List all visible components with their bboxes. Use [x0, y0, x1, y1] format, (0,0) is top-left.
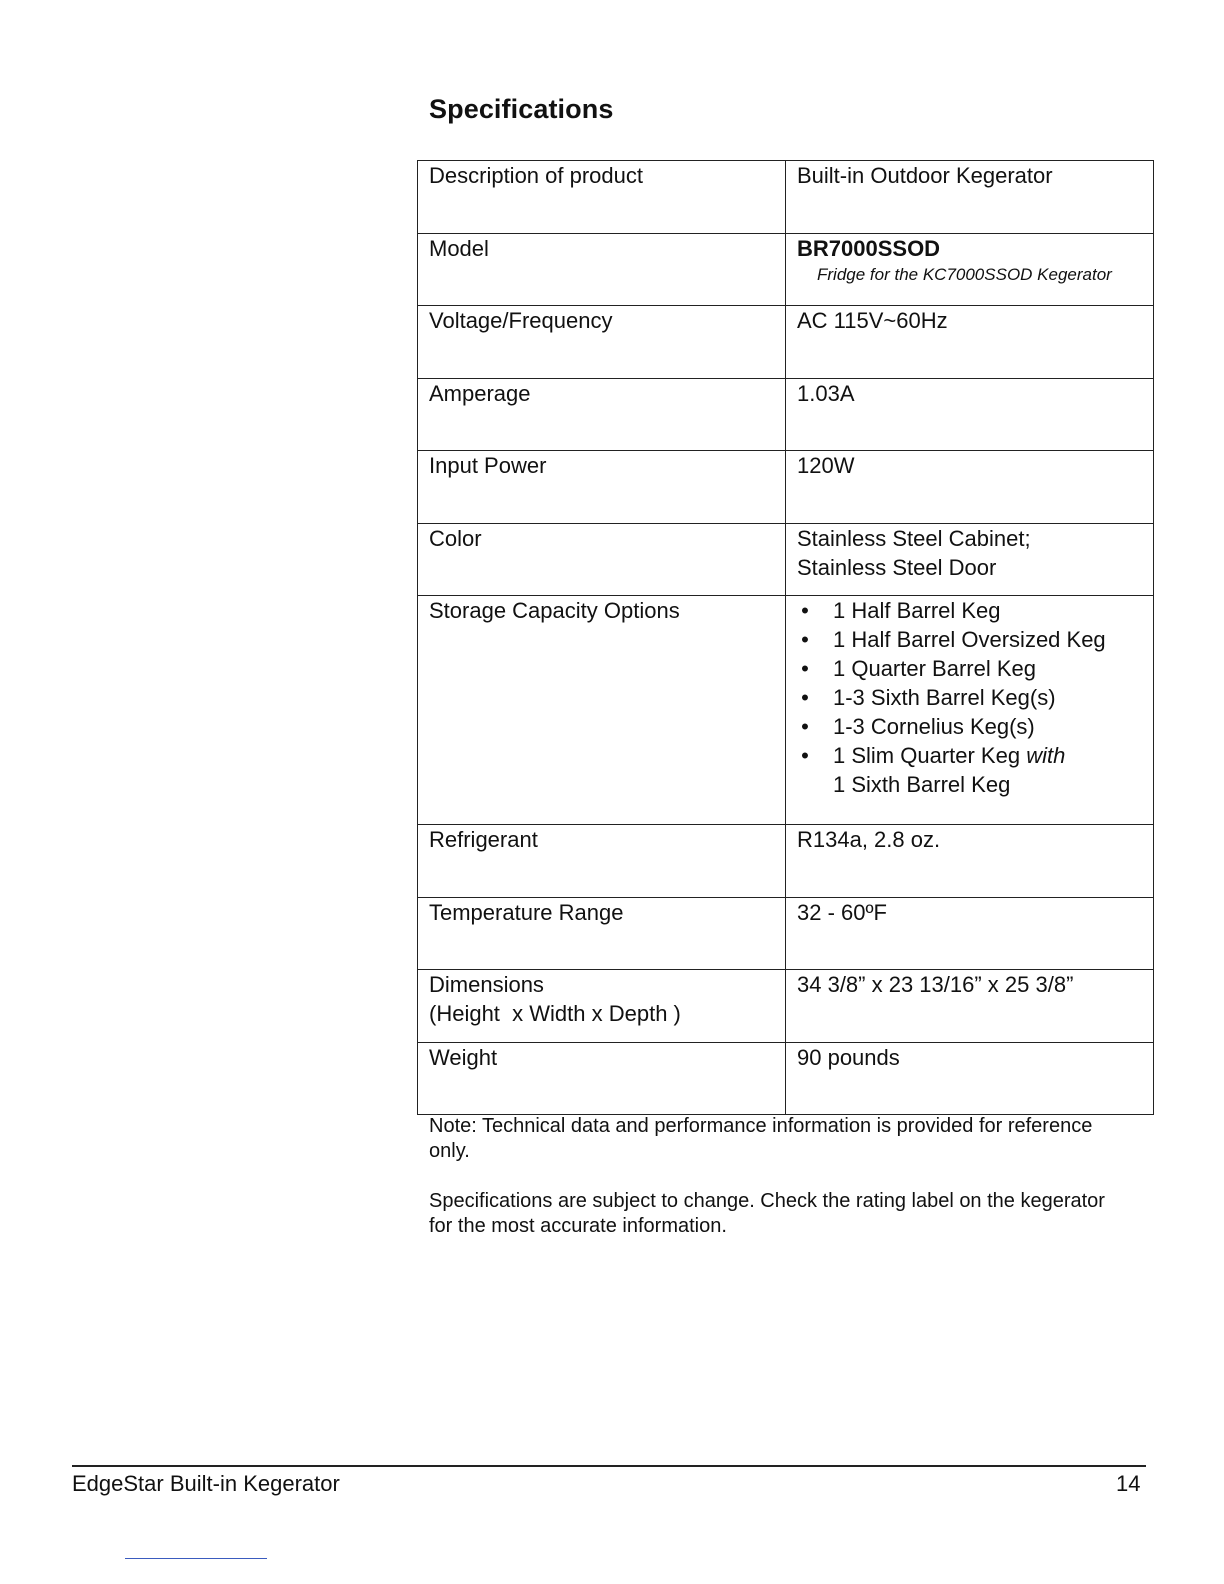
table-row: [418, 234, 1154, 306]
footer-divider: [72, 1465, 1146, 1467]
list-item: [797, 654, 1143, 683]
list-item: [797, 712, 1143, 741]
bullet-icon: •: [801, 714, 809, 739]
table-row: [418, 524, 1154, 596]
spec-value-refrigerant: R134a, 2.8 oz.: [786, 825, 1154, 898]
list-item: [797, 741, 1143, 799]
table-row: [418, 970, 1154, 1043]
table-row: [418, 596, 1154, 825]
spec-model-subtitle: Fridge for the KC7000SSOD Kegerator: [817, 265, 1112, 284]
spec-value-dimensions: 34 3/8” x 23 13/16” x 25 3/8”: [786, 970, 1154, 1043]
table-row: [418, 451, 1154, 524]
page-number: 14: [1116, 1471, 1141, 1496]
spec-label-description: Description of product: [418, 161, 786, 234]
page-title: Specifications: [429, 94, 614, 124]
spec-label-dimensions-cell: [418, 970, 786, 1043]
spec-value-color-line1: Stainless Steel Cabinet;: [797, 526, 1031, 551]
spec-label-voltage: Voltage/Frequency: [418, 306, 786, 379]
note-specifications-change: Specifications are subject to change. Check the rating label on the kegerator for the most accurate information.: [429, 1190, 1105, 1237]
spec-label-dimensions-detail: (Height x Width x Depth ): [429, 1001, 681, 1026]
table-row: [418, 1043, 1154, 1115]
storage-option: 1-3 Sixth Barrel Keg(s): [833, 685, 1056, 710]
spec-label-color: Color: [418, 524, 786, 596]
footer-document-title: EdgeStar Built-in Kegerator: [72, 1471, 340, 1496]
spec-label-model: Model: [418, 234, 786, 306]
list-item: [797, 596, 1143, 625]
spec-value-model: BR7000SSOD: [797, 236, 941, 261]
list-item: [797, 683, 1143, 712]
spec-value-color-cell: [786, 524, 1154, 596]
table-row: [418, 379, 1154, 451]
spec-label-refrigerant: Refrigerant: [418, 825, 786, 898]
spec-label-weight: Weight: [418, 1043, 786, 1115]
storage-option-part1: 1 Slim Quarter Keg: [833, 743, 1027, 768]
spec-value-temperature: 32 - 60ºF: [786, 898, 1154, 970]
spec-value-amperage: 1.03A: [786, 379, 1154, 451]
spec-label-storage: Storage Capacity Options: [418, 596, 786, 825]
spec-label-input-power: Input Power: [418, 451, 786, 524]
table-row: [418, 161, 1154, 234]
specifications-table: [417, 160, 1154, 1115]
note-reference: Note: Technical data and performance information is provided for reference only.: [429, 1115, 1093, 1162]
bullet-icon: •: [801, 598, 809, 623]
spec-value-voltage: AC 115V~60Hz: [786, 306, 1154, 379]
bullet-icon: •: [801, 743, 809, 768]
spec-value-input-power: 120W: [786, 451, 1154, 524]
spec-label-temperature: Temperature Range: [418, 898, 786, 970]
table-row: [418, 825, 1154, 898]
list-item: [797, 625, 1143, 654]
storage-option: 1 Quarter Barrel Keg: [833, 656, 1036, 681]
storage-option: 1 Half Barrel Keg: [833, 598, 1001, 623]
bullet-icon: •: [801, 656, 809, 681]
table-row: [418, 898, 1154, 970]
storage-option-italic: with: [1026, 743, 1066, 768]
storage-option: 1 Half Barrel Oversized Keg: [833, 627, 1106, 652]
spec-value-description: Built-in Outdoor Kegerator: [786, 161, 1154, 234]
storage-options-list: [797, 596, 1143, 799]
storage-option-part2: 1 Sixth Barrel Keg: [833, 772, 1011, 797]
bullet-icon: •: [801, 685, 809, 710]
spec-label-amperage: Amperage: [418, 379, 786, 451]
storage-option: 1-3 Cornelius Keg(s): [833, 714, 1035, 739]
spec-label-dimensions: Dimensions: [429, 972, 544, 997]
spec-value-color-line2: Stainless Steel Door: [797, 555, 997, 580]
spec-value-weight: 90 pounds: [786, 1043, 1154, 1115]
bullet-icon: •: [801, 627, 809, 652]
bottom-divider: [125, 1558, 267, 1559]
table-row: [418, 306, 1154, 379]
spec-value-model-cell: [786, 234, 1154, 306]
spec-value-storage-cell: [786, 596, 1154, 825]
